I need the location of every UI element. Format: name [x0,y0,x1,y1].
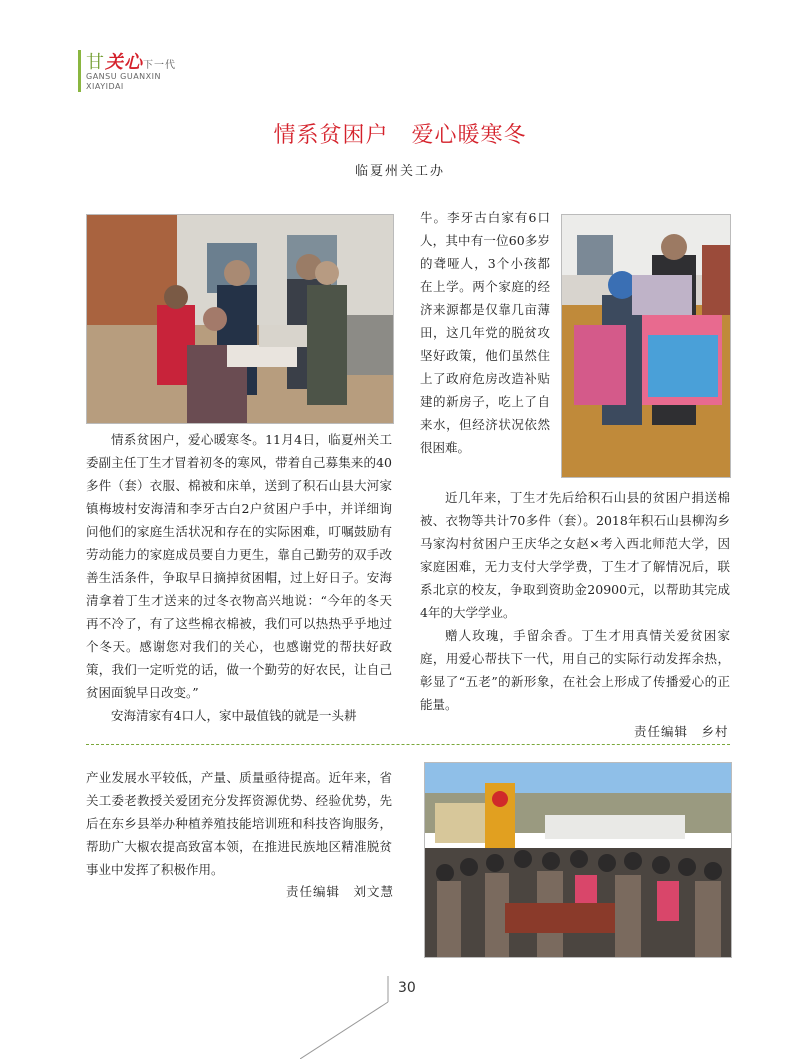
section-divider [86,744,730,745]
article-editor-credit: 责任编辑 乡村 [634,724,729,739]
article-column-right-bottom [420,486,730,716]
lower-article-text [86,766,392,881]
paragraph: 安海清家有4口人，家中最值钱的就是一头耕 [111,708,357,723]
photo-quilt-recipients [561,214,731,478]
logo-char: 甘 [86,52,105,73]
paragraph: 情系贫困户，爱心暖寒冬。11月4日，临夏州关工委副主任丁生才冒着初冬的寒风，带着自己募集来的40多件（套）衣服、棉被和床单，送到了积石山县大河家镇梅坡村安海清和李牙古白2户贫困户手中，并详细询问他们的家庭生活状况和存在的实际困难，叮嘱鼓励有劳动能力的家庭成员要自力更生，靠自己勤劳的双手改善生活条件，争取早日摘掉贫困帽，过上好日子。安海清拿着丁生才送来的过冬衣物高兴地说：“今年的冬天再不冷了，有了这些棉衣棉被，我们可以热热乎乎地过个冬天。感谢您对我们的关心，也感谢党的帮扶好政策，我们一定听党的话，做一个勤劳的好农民，让自己贫困面貌早日改变。” [86,432,392,700]
logo-heart-text: 关心 [105,52,143,73]
paragraph: 产业发展水平较低，产量、质量亟待提高。近年来，省关工委老教授关爱团充分发挥资源优势、经验优势，先后在东乡县举办种植养殖技能培训班和科技咨询服务，帮助广大椒农提高致富本领，在推进民族地区精准脱贫事业中发挥了积极作用。 [86,770,392,877]
photo-donation-family [86,214,394,424]
article-column-right-top [420,206,550,459]
paragraph: 赠人玫瑰，手留余香。丁生才用真情关爱贫困家庭，用爱心帮扶下一代，用自己的实际行动发挥余热，彰显了“五老”的新形象，在社会上形成了传播爱心的正能量。 [420,628,730,712]
logo-accent-bar [78,50,81,92]
paragraph: 近几年来，丁生才先后给积石山县的贫困户捐送棉被、衣物等共计70多件（套）。2018年积石山县柳沟乡马家沟村贫困户王庆华之女赵×考入西北师范大学，因家庭困难，无力支付大学学费，丁生才了解情况后，联系北京的校友，争取到资助金20900元，以帮助其完成4年的大学学业。 [420,490,730,620]
logo-pinyin [86,72,161,92]
logo-pinyin-line-2: XIAYIDAI [86,82,124,91]
lower-editor-credit: 责任编辑 刘文慧 [286,884,395,899]
page-number: 30 [398,980,416,996]
logo-pinyin-line-1: GANSU GUANXIN [86,72,161,81]
logo-subtext: 下一代 [143,60,176,71]
article-title: 情系贫困户 爱心暖寒冬 [273,123,527,148]
article-column-left [86,428,392,727]
magazine-logo [86,48,176,74]
paragraph: 牛。李牙古白家有6口人，其中有一位60多岁的聋哑人，3个小孩都在上学。两个家庭的经济来源都是仅靠几亩薄田，这几年党的脱贫攻坚好政策，他们虽然住上了政府危房改造补贴建的新房子，吃上了自来水，但经济状况依然很困难。 [420,210,550,455]
photo-crowd-training [424,762,732,958]
article-author: 临夏州关工办 [354,164,445,179]
